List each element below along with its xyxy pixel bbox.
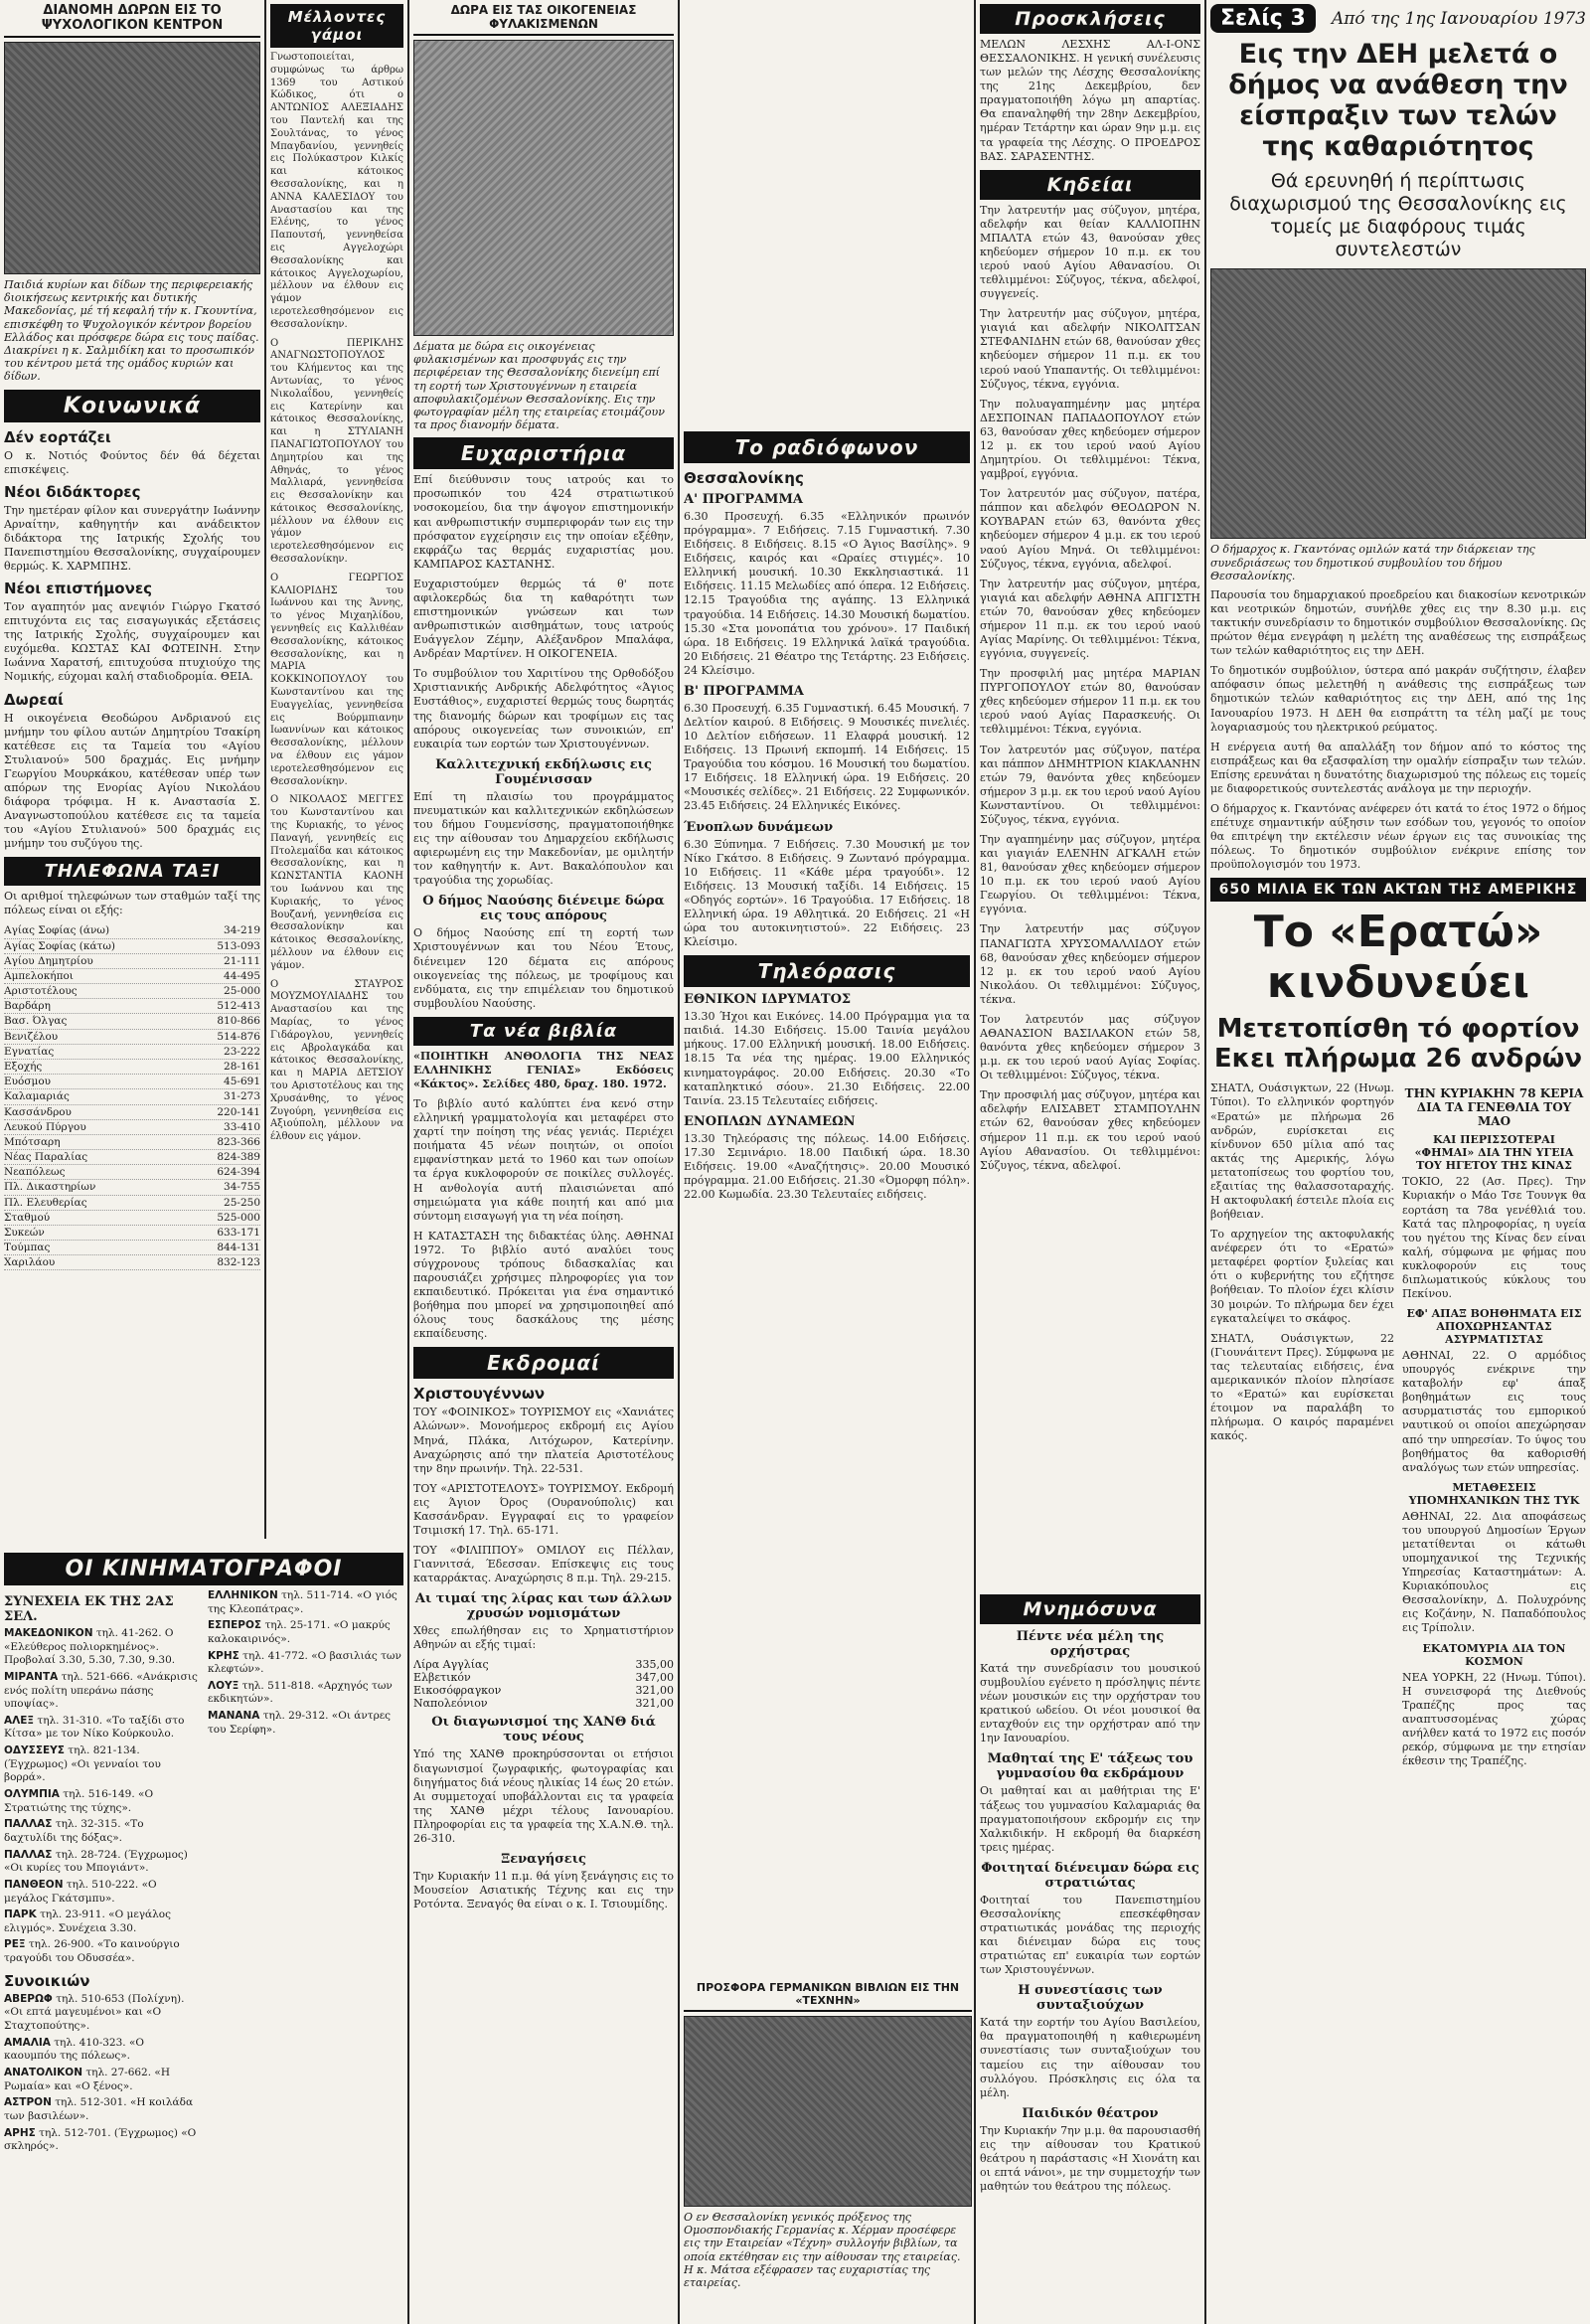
radio-armed-forces-heading: Ένοπλων δυνάμεων [684, 819, 834, 835]
radio-banner: Το ραδιόφωνον [684, 431, 970, 463]
cinema-listing: ΠΑΛΛΑΣ τηλ. 32-315. «Το δαχτυλίδι της δόξας». [4, 1818, 144, 1844]
wedding-notice: Ο ΣΤΑΥΡΟΣ ΜΟΥΖΜΟΥΛΙΑΔΗΣ του Αναστασίου και της Μαρίας, το γένος Γιδάρογλου, γεννηθείς εις Αβρολαγκάδα και κάτοικος Θεσσαλονίκης, και η ΜΑΡΙΑ ΔΕΤΣΙΟΥ του Αριστοτέλους και της Χρυσάνθης, το γένος Ζυγούρη, γεννηθείσα εις Αξιούπολη, μέλλουν να έλθουν εις γάμον. [270, 978, 403, 1143]
column-4 [684, 0, 970, 2324]
column-divider [678, 0, 680, 2324]
cinema-listing: ΚΡΗΣ τηλ. 41-772. «Ο βασιλιάς των κλεφτών». [208, 1649, 401, 1676]
taxi-phone-row: Χαριλάου 832-123 [4, 1255, 260, 1270]
erato-strap: 650 ΜΙΛΙΑ ΕΚ ΤΩΝ ΑΚΤΩΝ ΤΗΣ ΑΜΕΡΙΚΗΣ [1210, 878, 1586, 902]
taxi-phone-row: Βενιζέλου 514-876 [4, 1030, 260, 1045]
column-6 [1210, 0, 1586, 2324]
weddings-banner: Μέλλοντες γάμοι [270, 4, 403, 48]
taxi-phone-row: Αγίας Σοφίας (άνω) 34-219 [4, 923, 260, 938]
social-text-2: Την ημετέραν φίλον και συνεργάτην Ιωάννην Αρναίτην, καθηγητήν και ανάδεικτον διδάκτορα της Ιατρικής Σχολής του Πανεπιστημίου Θεσσαλονίκης, συγχαίρουμεν θερμώς. Κ. ΧΑΡΜΠΗΣ. [4, 503, 260, 573]
cinema-suburbs-heading: Συνοικιών [4, 1971, 90, 1990]
gold-prices-intro: Χθες επωλήθησαν εις το Χρηματιστήριον Αθηνών αι εξής τιμαί: [413, 1624, 674, 1652]
social-banner: Κοινωνικά [4, 390, 260, 422]
memorials-banner: Μνημόσυνα [980, 1594, 1200, 1624]
column-2 [270, 0, 403, 1539]
funerals-banner: Κηδείαι [980, 170, 1200, 200]
taxi-phone-row: Αγίου Δημητρίου 21-111 [4, 954, 260, 969]
tours-heading: Ξεναγήσεις [501, 1852, 586, 1868]
excursion-notice: ΤΟΥ «ΦΙΛΙΠΠΟΥ» ΟΜΙΛΟΥ εις Πέλλαν, Γιαννιτσά, Έδεσσαν. Επίσκεψις εις τους καταρράκτας. Αναχώρησις 8 π.μ. Τηλ. 29-215. [413, 1544, 674, 1585]
taxi-phone-row: Κασσάνδρου 220-141 [4, 1105, 260, 1120]
german-books-section [684, 1978, 972, 2324]
cinema-listing: ΑΣΤΡΟΝ τηλ. 512-301. «Η κοιλάδα των βασιλέων». [4, 2096, 194, 2122]
cinema-listing: ΟΛΥΜΠΙΑ τηλ. 516-149. «Ο Στρατιώτης της τύχης». [4, 1788, 154, 1814]
social-heading-4: Δωρεαί [4, 690, 64, 709]
erato-story-text: ΣΗΑΤΛ, Ουάσιγκτων, 22 (Γιουνάιτεντ Πρες). Σύμφωνα με τας τελευταίας ειδήσεις, ένα αμερικανικόν πλοίον πλησίασε το «Ερατώ» και ευρίσκεται έτοιμον να παραλάβη το πλήρωμα. Ο καιρός παραμένει κακός. [1210, 1331, 1394, 1443]
naoussa-heading: Ο δήμος Ναούσης διένειμε δώρα εις τους απόρους [422, 894, 665, 924]
thanks-text-3: Το συμβούλιον του Χαριτίνου της Ορθοδόξου Χριστιανικής Ανδρικής Αδελφότητος «Άγιος Ευστάθιος», ευχαριστεί θερμώς τους δωρητάς της διανομής δώρων και τροφίμων εις τας απόρους οικογενείας των συνοικιών, επ' ευκαιρία των εορτών των Χριστουγέννων. [413, 667, 674, 750]
orchestra-heading: Πέντε νέα μέλη της ορχήστρας [1016, 1629, 1165, 1659]
world-bank-heading: ΕΚΑΤΟΜΥΡΙΑ ΔΙΑ ΤΟΝ ΚΟΣΜΟΝ [1422, 1641, 1566, 1668]
thanks-text-2: Ευχαριστούμεν θερμώς τά θ' ποτε αφιλοκερδώς δια τη καθαρότητι των επιστημονικών γνώσεων και των ανθρωπιστικών αισθημάτων, τους ιατρούς Ευάγγελον Ζέμην, Αλέξανδρον Μπαλάφα, Ανδρέαν Μαρτίνεν. Η ΟΙΚΟΓΕΝΕΙΑ. [413, 577, 674, 661]
taxi-phone-row: Συκεών 633-171 [4, 1226, 260, 1241]
side-stories [1402, 1081, 1586, 1774]
cinema-listing: ΕΣΠΕΡΟΣ τηλ. 25-171. «Ο μακρύς καλοκαιρινός». [208, 1619, 391, 1645]
erato-story-text: Το αρχηγείον της ακτοφυλακής ανέφερεν ότι το «Ερατώ» μεταφέρει φορτίον ξυλείας και ότι ο κυβερνήτης του εζήτησε βοήθειαν. Το πλοίον έχει κλίσιν 30 μοιρών. Το πλήρωμα δεν έχει εγκαταλείψει το σκάφος. [1210, 1228, 1394, 1325]
cinema-section [4, 1549, 403, 2324]
column-divider [264, 0, 266, 1539]
cinema-listing: ΜΑΚΕΔΟΝΙΚΟΝ τηλ. 41-262. Ο «Ελεύθερος πολιορκημένος». Προβολαί 3.30, 5.30, 7.30, 9.30. [4, 1627, 176, 1667]
taxi-phone-list [4, 923, 260, 1270]
book-review-1: Το βιβλίο αυτό καλύπτει ένα κενό στην ελληνική γραμματολογία και μεταφέρει στο χαρτί την ποίηση της νέας γενιάς. Περιέχει ποιήματα 45 νέων ποιητών, οι οποίοι εμφανίστηκαν μετά το 1960 και των οποίων τα έργα κυκλοφορούν σε ποικίλες συλλογές. Η ανθολογία αυτή πλαισιώνεται από σημειώματα για κάθε ποιητή και από μια σύντομη εισαγωγή για τη νέα ποίηση. [413, 1097, 674, 1223]
mao-health-heading: ΚΑΙ ΠΕΡΙΣΣΟΤΕΡΑΙ «ΦΗΜΑΙ» ΔΙΑ ΤΗΝ ΥΓΕΙΑ ΤΟΥ ΗΓΕΤΟΥ ΤΗΣ ΚΙΝΑΣ [1414, 1133, 1574, 1173]
social-text-3: Τον αγαπητόν μας ανεψιόν Γιώργο Γκατσό επιτυχόντα εις τας εισαγωγικάς εξετάσεις της Ιατρικής Σχολής, συγχαίρουμεν και ευχόμεθα. ΚΩΣΤΑΣ ΚΑΙ ΦΩΤΕΙΝΗ. Στην Ιωάννα Χαρατσή, επιτυχούσα πτυχιούχο της Νομικής, εύχομαι καλή σταδιοδρομία. ΘΕΙΑ. [4, 600, 260, 684]
tv-eid-heading: ΕΘΝΙΚΟΝ ΙΔΡΥΜΑΤΟΣ [684, 992, 852, 1008]
soldiers-heading: Φοιτηταί διένειμαν δώρα εις στρατιώτας [981, 1860, 1199, 1891]
social-text-4: Η οικογένεια Θεοδώρου Ανδριανού εις μνήμην του φίλου αυτών Δημητρίου Τσακίρη κατέθεσε εις τα Ταμεία του «Αγίου Στυλιανού» 500 δραχμάς. Εις μνήμην Γεωργίου Μουρκάκου, κατέθεσαν υπέρ των απόρων της Ενορίας Αγίου Νικολάου διάφορα τρόφιμα. Η κ. Αναστασία Σ. Αναγνωστοπούλου κατέθεσε εις τα ταμεία του «Αγίου Στυλιανού» 500 δραχμάς εις μνήμην του συζύγου της. [4, 711, 260, 851]
column-divider [1204, 0, 1206, 2324]
gift-distribution-header: ΔΙΑΝΟΜΗ ΔΩΡΩΝ ΕΙΣ ΤΟ ΨΥΧΟΛΟΓΙΚΟΝ ΚΕΝΤΡΟΝ [4, 0, 260, 38]
taxi-phone-row: Μπότσαρη 823-366 [4, 1135, 260, 1150]
funeral-notice: Τον λατρευτόν μας σύζυγον ΑΘΑΝΑΣΙΟΝ ΒΑΣΙΛΑΚΟΝ ετών 58, θανόντα χθες κηδεύομεν σήμερον 3 μ.μ. εκ του ιερού ναού Αγίας Σοφίας. Οι τεθλιμμένοι: Σύζυγος, τέκνα. [980, 1012, 1200, 1082]
column-3 [413, 0, 674, 2324]
taxi-phone-row: Καλαμαριάς 31-273 [4, 1089, 260, 1104]
world-bank-text: ΝΕΑ ΥΟΡΚΗ, 22 (Ηνωμ. Τύποι). Η συνεισφορά της Διεθνούς Τραπέζης προς τας αναπτυσσομένας χώρας ανήλθεν κατά το 1972 εις ποσόν ρεκόρ, σύμφωνα με την ετησίαν έκθεσιν της Τραπέζης. [1402, 1670, 1586, 1767]
gold-price-row: Λίρα Αγγλίας 335,00 [413, 1658, 674, 1672]
social-heading-3: Νέοι επιστήμονες [4, 580, 153, 598]
cinema-listing: ΜΙΡΑΝΤΑ τηλ. 521-666. «Ανάκρισις ενός πολίτη υπεράνω πάσης υποψίας». [4, 1670, 198, 1711]
students-heading: Μαθηταί της Ε' τάξεως του γυμνασίου θα εκδράμουν [987, 1751, 1193, 1782]
cinema-listing: ΑΛΕΞ τηλ. 31-310. «Το ταξίδι στο Κίτσα» με τον Νίκο Κούρκουλο. [4, 1714, 185, 1741]
engineers-heading: ΜΕΤΑΘΕΣΕΙΣ ΥΠΟΜΗΧΑΝΙΚΩΝ ΤΗΣ ΤΥΚ [1408, 1480, 1580, 1507]
taxi-phone-row: Αμπελοκήποι 44-495 [4, 969, 260, 984]
funeral-notice: Την προσφιλή μας σύζυγον, μητέρα και αδελφήν ΕΛΙΣΑΒΕΤ ΣΤΑΜΠΟΥΛΗΝ ετών 62, θανούσαν χθες κηδεύομεν σήμερον 11 π.μ. εκ του ιερού ναού Αγίου Αθανασίου. Οι τεθλιμμένοι: Σύζυγος, τέκνα, αδελφοί. [980, 1088, 1200, 1172]
dateline: Από της 1ης Ιανουαρίου 1973 [1331, 8, 1586, 29]
xanth-heading: Οι διαγωνισμοί της ΧΑΝΘ διά τους νέους [431, 1715, 656, 1745]
book-review-2: Η ΚΑΤΑΣΤΑΣΗ της διδακτέας ύλης. ΑΘΗΝΑΙ 1972. Το βιβλίο αυτό αναλύει τους σύγχρονους τρόπους διδασκαλίας και παρουσιάζει χρήσιμες πληροφορίες για τον εκπαιδευτικό. Πρόκειται για ένα σημαντικό βοήθημα που μπορεί να χρησιμοποιηθεί από όλους τους δασκάλους της μέσης εκπαίδευσης. [413, 1229, 674, 1341]
funeral-notice: Την προσφιλή μας μητέρα ΜΑΡΙΑΝ ΠΥΡΓΟΠΟΥΛΟΥ ετών 80, θανούσαν χθες κηδεύομεν σήμερον 11 π.μ. εκ του ιερού ναού Αγίας Παρασκευής. Οι τεθλιμμένοι: Τέκνα, εγγόνια. [980, 667, 1200, 737]
radio-operators-text: ΑΘΗΝΑΙ, 22. Ο αρμόδιος υπουργός ενέκρινε την καταβολήν εφ' άπαξ βοηθημάτων εις τους ασυρματιστάς του εμπορικού ναυτικού οι οποίοι απεχώρησαν από την υπηρεσίαν. Το ύψος του βοηθήματος θα καθορισθή αναλόγως των ετών υπηρεσίας. [1402, 1349, 1586, 1474]
column-divider [974, 0, 976, 2324]
wedding-notice: Γνωστοποιείται, συμφώνως τω άρθρω 1369 του Αστικού Κώδικος, ότι ο ΑΝΤΩΝΙΟΣ ΑΛΕΞΙΑΔΗΣ του Παντελή και της Σουλτάνας, το γένος Μπαγδανίου, γεννηθείς εις Πολύκαστρον Κιλκίς και κάτοικος Θεσσαλονίκης, και η ΑΝΝΑ ΚΑΛΕΣΙΔΟΥ του Αναστασίου και της Ελένης, το γένος Παπουτσή, γεννηθείσα εις Αγγελοχώρι Θεσσαλονίκης και κάτοικος Αγγελοχωρίου, μέλλουν να έλθουν εις γάμον ιεροτελεσθησόμενον εις Θεσσαλονίκην. [270, 52, 403, 330]
social-heading-1: Δέν εορτάζει [4, 427, 111, 446]
radio-program-b-heading: Β' ΠΡΟΓΡΑΜΜΑ [684, 683, 804, 699]
cinema-listing: ΠΑΛΛΑΣ τηλ. 28-724. (Έγχρωμος) «Οι κυρίες του Μπογιάντ». [4, 1848, 188, 1875]
funeral-notice: Την λατρευτήν μας σύζυγον, μητέρα, γιαγιά και αδελφήν ΑΘΗΝΑ ΑΠΓΙΣΤΗ ετών 70, θανούσαν χθες κηδεύομεν σήμερον 11 π.μ. εκ του ιερού ναού Αγίας Μαρίνης. Οι τεθλιμμένοι: Τέκνα, εγγόνια, συγγενείς. [980, 577, 1200, 661]
council-meeting-photo [1210, 268, 1586, 539]
taxi-phone-row: Νεαπόλεως 624-394 [4, 1165, 260, 1180]
tv-armed-forces-heading: ΕΝΟΠΛΩΝ ΔΥΝΑΜΕΩΝ [684, 1113, 856, 1129]
children-theatre-text: Την Κυριακήν 7ην μ.μ. θα παρουσιασθή εις την αίθουσαν του Κρατικού θεάτρου η παράστασις «Η Χιονάτη και οι επτά νάνοι», με την συμμετοχήν των μαθητών του θεάτρου της πόλεως. [980, 2123, 1200, 2194]
gift-distribution-photo [4, 42, 260, 274]
erato-deck: Μετετοπίσθη τό φορτίον Εκει πλήρωμα 26 ανδρών [1213, 1013, 1583, 1074]
radio-operators-heading: ΕΦ' ΑΠΑΞ ΒΟΗΘΗΜΑΤΑ ΕΙΣ ΑΠΟΧΩΡΗΣΑΝΤΑΣ ΑΣΥΡΜΑΤΙΣΤΑΣ [1406, 1307, 1582, 1347]
erato-headline: Το «Ερατώ» κινδυνεύει [1253, 907, 1543, 1009]
naoussa-text: Ο δήμος Ναούσης επί τη εορτή των Χριστουγέννων και του Νέου Έτους, διένειμεν 120 δέματα εις απόρους οικογενείας της πόλεως, με τροφίμους και ενδύματα, εις την επιμέλειαν του δημοτικού συμβουλίου Ναούσης. [413, 926, 674, 1010]
memorials-section [980, 1590, 1200, 2324]
xanth-text: Υπό της ΧΑΝΘ προκηρύσσονται οι ετήσιοι διαγωνισμοί ζωγραφικής, φωτογραφίας και διηγήματος διά νέους ηλικίας 14 έως 20 ετών. Αι συμμετοχαί υποβάλλονται εις τα γραφεία της ΧΑΝΘ μέχρι τέλους Ιανουαρίου. Πληροφορίαι εις τα γραφεία της Χ.Α.Ν.Θ. τηλ. 26-310. [413, 1747, 674, 1845]
taxi-phone-row: Αγίας Σοφίας (κάτω) 513-093 [4, 939, 260, 954]
excursions-banner: Εκδρομαί [413, 1347, 674, 1379]
gold-prices-heading: Αι τιμαί της λίρας και των άλλων χρυσών νομισμάτων [414, 1591, 673, 1622]
tv-banner: Τηλεόρασις [684, 955, 970, 987]
cinema-listing: ΡΕΞ τηλ. 26-900. «Το καινούργιο τραγούδι του Οδυσσέα». [4, 1938, 180, 1965]
taxi-phone-row: Τούμπας 844-131 [4, 1241, 260, 1255]
prisoner-families-header: ΔΩΡΑ ΕΙΣ ΤΑΣ ΟΙΚΟΓΕΝΕΙΑΣ ΦΥΛΑΚΙΣΜΕΝΩΝ [413, 0, 674, 36]
main-deck: Θά ερευνηθή ή περίπτωσις διαχωρισμού της Θεσσαλονίκης εις τομείς με διαφόρους τιμάς συντελεστών [1229, 170, 1567, 260]
soldiers-text: Φοιτηταί του Πανεπιστημίου Θεσσαλονίκης επεσκέφθησαν στρατιωτικάς μονάδας της περιοχής και διένειμαν δώρα εις τους στρατιώτας επ' ευκαιρία των εορτών των Χριστουγέννων. [980, 1893, 1200, 1977]
wedding-notice: Ο ΓΕΩΡΓΙΟΣ ΚΑΛΙΟΡΙΔΗΣ του Ιωάννου και της Άννης, το γένος Μιχαηλίδου, γεννηθείς εις Καλλιθέαν Θεσσαλονίκης, κάτοικος Θεσσαλονίκης, και η ΜΑΡΙΑ ΚΟΚΚΙΝΟΠΟΥΛΟΥ του Κωνσταντίνου και της Ευαγγελίας, γεννηθείσα εις Βούρμπιανην Ιωαννίνων και κάτοικος Θεσσαλονίκης, μέλλουν να έλθουν εις γάμον ιεροτελεσθησόμενον εις Θεσσαλονίκην. [270, 572, 403, 787]
taxi-phone-row: Ευόσμου 45-691 [4, 1075, 260, 1089]
funeral-notice: Την λατρευτήν μας σύζυγον, μητέρα, αδελφήν και θείαν ΚΑΛΛΙΟΠΗΝ ΜΠΑΛΤΑ ετών 43, θανούσαν χθες κηδεύομεν σήμερον 10 π.μ. εκ του ιερού ναού Αγίου Αθανασίου. Οι τεθλιμμένοι: Σύζυγος, τέκνα, αδελφοί, συγγενείς. [980, 203, 1200, 301]
german-books-header: ΠΡΟΣΦΟΡΑ ΓΕΡΜΑΝΙΚΩΝ ΒΙΒΛΙΩΝ ΕΙΣ ΤΗΝ «ΤΕΧΝΗΝ» [684, 1978, 972, 2012]
cinema-continued-label: ΣΥΝΕΧΕΙΑ ΕΚ ΤΗΣ 2ΑΣ ΣΕΛ. [4, 1594, 174, 1624]
prisoner-families-photo [413, 40, 674, 336]
excursions-heading: Χριστουγέννων [413, 1385, 546, 1404]
cinema-list-suburbs [208, 1589, 403, 2157]
taxi-phone-row: Πλ. Ελευθερίας 25-250 [4, 1196, 260, 1211]
social-heading-2: Νέοι διδάκτορες [4, 482, 141, 501]
excursion-notice: ΤΟΥ «ΦΟΙΝΙΚΟΣ» ΤΟΥΡΙΣΜΟΥ εις «Χανιάτες Αλώνων». Μονοήμερος εκδρομή εις Αγίου Μηνά, Πλάκα, Λιτόχωρον, Κατερίνην. Αναχώρησις από την πλατεία Αριστοτέλους την 8ην πρωινήν. Τηλ. 22-531. [413, 1406, 674, 1475]
taxi-phone-row: Βαρδάρη 512-413 [4, 999, 260, 1014]
wedding-notice: Ο ΠΕΡΙΚΛΗΣ ΑΝΑΓΝΩΣΤΟΠΟΥΛΟΣ του Κλήμεντος και της Αντωνίας, το γένος Νικολαΐδου, γεννηθείς εις Κατερίνην και κάτοικος Θεσσαλονίκης, και η ΣΤΥΛΙΑΝΗ ΠΑΝΑΓΙΩΤΟΠΟΥΛΟΥ του Δημητρίου και της Αθηνάς, το γένος Μαλλιαρά, γεννηθείσα εις Θεσσαλονίκην και κάτοικος Θεσσαλονίκης, μέλλουν να έλθουν εις γάμον ιεροτελεσθησόμενον εις Θεσσαλονίκην. [270, 337, 403, 566]
cinema-listing: ΑΜΑΛΙΑ τηλ. 410-323. «Ο καουμπόυ της πόλεως». [4, 2036, 144, 2063]
funeral-notice: Τον λατρευτόν μας σύζυγον, πατέρα, πάππον και αδελφόν ΘΕΟΔΩΡΟΝ Ν. ΚΟΥΒΑΡΑΝ ετών 63, θανόντα χθες κηδεύομεν σήμερον 4 μ.μ. εκ του ιερού ναού Αγίου Μηνά. Οι τεθλιμμένοι: Σύζυγος, τέκνα, εγγόνια, αδελφοί. [980, 487, 1200, 571]
social-text-1: Ο κ. Νοτιός Φούντος δέν θά δέχεται επισκέψεις. [4, 448, 260, 476]
taxi-phone-row: Σταθμού 525-000 [4, 1211, 260, 1226]
main-story-text: Η ενέργεια αυτή θα απαλλάξη τον δήμον από το κόστος της εισπράξεως και θα εξασφαλίση την ομαλήν είσπραξιν των τελών. Επίσης ερευνάται η δυνατότης διαχωρισμού της πόλεως εις τομείς με διαφορετικούς συντελεστάς ανάλογα με την περιοχήν. [1210, 740, 1586, 795]
main-story-text: Το δημοτικόν συμβούλιον, ύστερα από μακράν συζήτησιν, έλαβεν απόφασιν όπως μελετηθή η ανάθεσις της εισπράξεως των δημοτικών τελών καθαριότητος εις την ΔΕΗ, από της 1ης Ιανουαρίου 1973. Η ΔΕΗ θα εισπράττη τα τέλη μαζί με τους λογαριασμούς του ηλεκτρικού ρεύματος. [1210, 664, 1586, 734]
funeral-notice: Την αγαπημένην μας σύζυγον, μητέρα και γιαγιάν ΕΛΕΝΗΝ ΑΓΚΑΛΗ ετών 81, θανούσαν χθες κηδεύομεν σήμερον 10 π.μ. εκ του ιερού ναού Αγίου Γεωργίου. Οι τεθλιμμένοι: Τέκνα, εγγόνια. [980, 832, 1200, 916]
german-books-caption: Ο εν Θεσσαλονίκη γενικός πρόξενος της Ομοσπονδιακής Γερμανίας κ. Χέρμαν προσέφερε εις την Εταιρείαν «Τέχνη» συλλογήν βιβλίων, τα οποία εκτέθησαν εις την αίθουσαν της εταιρείας. Η κ. Μάτσα εξέφρασεν τας ευχαριστίας της εταιρείας. [684, 2211, 961, 2289]
cinema-list-center [4, 1589, 200, 2157]
taxi-phone-row: Λευκού Πύργου 33-410 [4, 1120, 260, 1135]
main-story-text: Ο δήμαρχος κ. Γκαντόνας ανέφερεν ότι κατά το έτος 1972 ο δήμος επέτυχε σημαντικήν αύξησιν των εσόδων του, γεγονός το οποίον θα επιτρέψη την εκτέλεσιν νέων έργων εις τας συνοικίας της πόλεως. Το δημοτικόν συμβούλιον ενέκρινε επίσης τον προϋπολογισμόν του 1973. [1210, 802, 1586, 872]
tv-armed-forces-schedule: 13.30 Τηλεόρασις της πόλεως. 14.00 Ειδήσεις. 17.30 Σεμινάριο. 18.00 Παιδική ώρα. 18.30 Ειδήσεις. 19.00 «Αναζήτησις». 20.00 Μουσικό πρόγραμμα. 21.00 Ειδήσεις. 21.30 «Όμορφη πόλη». 22.00 Κωμωδία. 23.30 Τελευταίες ειδήσεις. [684, 1131, 970, 1202]
engineers-text: ΑΘΗΝΑΙ, 22. Δια αποφάσεως του υπουργού Δημοσίων Έργων μετατίθενται οι κάτωθι υπομηχανικοί της Τεχνικής Υπηρεσίας Καταστημάτων: Α. Κυριακόπουλος εις Θεσσαλονίκην, Δ. Πολυχρόνης εις Κοζάνην, Ν. Παπαδόπουλος εις Τρίπολιν. [1402, 1509, 1586, 1635]
cinema-listing: ΟΔΥΣΣΕΥΣ τηλ. 821-134. (Έγχρωμος) «Οι γενναίοι του βορρά». [4, 1744, 161, 1784]
taxi-phone-row: Βασ. Όλγας 810-866 [4, 1014, 260, 1029]
excursion-notice: ΤΟΥ «ΑΡΙΣΤΟΤΕΛΟΥΣ» ΤΟΥΡΙΣΜΟΥ. Εκδρομή εις Άγιον Όρος (Ουρανούπολις) και Κασσάνδραν. Εγγραφαί εις το γραφείον Τσιμισκή 17. Τηλ. 65-171. [413, 1481, 674, 1537]
taxi-phones-banner: ΤΗΛΕΦΩΝΑ ΤΑΞΙ [4, 857, 260, 886]
book-title: «ΠΟΙΗΤΙΚΗ ΑΝΘΟΛΟΓΙΑ ΤΗΣ ΝΕΑΣ ΕΛΛΗΝΙΚΗΣ ΓΕΝΙΑΣ» Εκδόσεις «Κάκτος». Σελίδες 480, δραχ. 180. 1972. [413, 1049, 674, 1090]
thanks-banner: Ευχαριστήρια [413, 437, 674, 469]
goumenissa-text: Επί τη πλαισίω του προγράμματος πνευματικών και καλλιτεχνικών εκδηλώσεων του δήμου Γουμενίσσης, πραγματοποιήθηκε εις την αίθουσαν του Δημαρχείου εκδήλωσις αφιερωμένη εις την Μακεδονίαν, με ομιλητήν τον καθηγητήν κ. Αντ. Βακαλόπουλον και τραγούδια της χορωδίας. [413, 789, 674, 888]
tv-eid-schedule: 13.30 Ήχοι και Εικόνες. 14.00 Πρόγραμμα για τα παιδιά. 14.30 Ειδήσεις. 15.00 Ταινία μεγάλου μήκους. 17.00 Ελληνική μουσική. 18.00 Ειδήσεις. 18.15 Τα νέα της ημέρας. 19.00 Ελληνικός κινηματογράφος. 20.00 Ειδήσεις. 20.30 «Το καταπληκτικό σόου». 21.30 Ειδήσεις. 22.00 Ταινία. 23.15 Τελευταίες ειδήσεις. [684, 1010, 970, 1107]
orchestra-text: Κατά την συνεδρίασιν του μουσικού συμβουλίου εγένετο η πρόσληψις πέντε νέων μουσικών εις την ορχήστραν του κρατικού ωδείου. Οι νέοι μουσικοί θα ενταχθούν εις την ορχήστραν από την 1ην Ιανουαρίου. [980, 1662, 1200, 1745]
german-books-photo [684, 2016, 972, 2207]
cinema-banner: ΟΙ ΚΙΝΗΜΑΤΟΓΡΑΦΟΙ [4, 1553, 403, 1585]
prisoner-families-caption: Δέματα με δώρα εις οικογένειας φυλακισμένων και προσφυγάς εις την περιφέρειαν της Θεσσαλονίκης διενείμη επί τη εορτή των Χριστουγέννων η εταιρεία αποφυλακιζομένων Θεσσαλονίκης. Εις την φωτογραφίαν μέλη της εταιρείας ετοιμάζουν τα προς διανομήν δέματα. [413, 340, 665, 432]
thanks-text-1: Επί διεύθυνσιν τους ιατρούς και το προσωπικόν του 424 στρατιωτικού νοσοκομείου, δια την άψογον επιστημονικήν και ανθρωπιστικήν συμπεριφοράν των εις την πρόσφατον εγχείρησιν εις την οποίαν εξέθην, εκφράζω τας θερμάς ευχαριστίας μου. ΚΑΜΠΑΡΟΣ ΚΑΣΤΑΝΗΣ. [413, 473, 674, 571]
radio-program-b: 6.30 Προσευχή. 6.35 Γυμναστική. 6.45 Μουσική. 7 Δελτίον καιρού. 8 Ειδήσεις. 9 Μουσικές πινελιές. 10 Δελτίον ειδήσεων. 11 Ελαφρά μουσική. 12 Ειδήσεις. 13 Πρωινή εκπομπή. 14 Ειδήσεις. 15 Τραγούδια του κόσμου. 16 Μουσική του δωματίου. 17 Ειδήσεις. 18 Ελληνική ώρα. 19 Ειδήσεις. 20 «Μουσικές σελίδες». 21 Ειδήσεις. 22 Συμφωνικόν. 23.45 Ειδήσεις. 24 Ελληνικές Εικόνες. [684, 701, 970, 813]
cinema-listing: ΠΑΡΚ τηλ. 23-911. «Ο μεγάλος ελιγμός». Συνέχεια 3.30. [4, 1909, 172, 1934]
page-number-label: Σελίς 3 [1210, 4, 1316, 33]
taxi-phone-row: Αριστοτέλους 25-000 [4, 984, 260, 999]
erato-story-text: ΣΗΑΤΛ, Ουάσιγκτων, 22 (Ηνωμ. Τύποι). Το ελληνικόν φορτηγόν «Ερατώ» με πλήρωμα 26 ανδρών, ευρίσκεται εις κίνδυνον 650 μίλια από τας ακτάς της Αμερικής, λόγω μετατοπίσεως του φορτίου του, εξαιτίας της θαλασσοταραχής. Η ακτοφυλακή έστειλε πλοία εις βοήθειαν. [1210, 1081, 1394, 1222]
pensioners-heading: Η συνεστίασις των συνταξιούχων [1018, 1983, 1163, 2014]
children-theatre-heading: Παιδικόν θέατρον [1022, 2105, 1159, 2121]
cinema-listing: ΠΑΝΘΕΟΝ τηλ. 510-222. «Ο μεγάλος Γκάτσμπυ». [4, 1878, 157, 1905]
students-text: Οι μαθηταί και αι μαθήτριαι της Ε' τάξεως του γυμνασίου Καλαμαριάς θα πραγματοποιήσουν εκδρομήν εις την Χαλκιδικήν. Η εκδρομή θα διαρκέση τρεις ημέρας. [980, 1784, 1200, 1854]
funeral-notice: Την πολυαγαπημένην μας μητέρα ΔΕΣΠΟΙΝΑΝ ΠΑΠΑΔΟΠΟΥΛΟΥ ετών 63, θανούσαν χθες κηδεύομεν σήμερον 12 μ. εκ του ιερού ναού Αγίου Δημητρίου. Οι τεθλιμμένοι: Τέκνα, γαμβροί, εγγόνια. [980, 397, 1200, 481]
radio-program-a-heading: Α' ΠΡΟΓΡΑΜΜΑ [684, 492, 803, 507]
taxi-phone-row: Νέας Παραλίας 824-389 [4, 1150, 260, 1165]
wedding-notice: Ο ΝΙΚΟΛΑΟΣ ΜΕΓΓΕΣ του Κωνσταντίνου και της Κυριακής, το γένος Παναγή, γεννηθείς εις Πτολεμαΐδα και κάτοικος Θεσσαλονίκης, και η ΚΩΝΣΤΑΝΤΙΑ ΚΑΟΝΗ του Ιωάννου και της Κυριακής, το γένος Βουζανή, γεννηθείσα εις Θεσσαλονίκην και κάτοικος Θεσσαλονίκης, μέλλουν να έλθουν εις γάμον. [270, 794, 403, 971]
new-books-banner: Τα νέα βιβλία [413, 1017, 674, 1046]
radio-program-a: 6.30 Προσευχή. 6.35 «Ελληνικόν πρωινόν πρόγραμμα». 7 Ειδήσεις. 7.15 Γυμναστική. 7.30 Ειδήσεις. 8 Ειδήσεις. 8.15 «Ο Άγιος Βασίλης». 9 Ειδήσεις, καιρός και «Ωραίες στιγμές». 10 Ελληνική μουσική. 10.30 Εκκλησιαστικά. 11 Ειδήσεις. 11.15 Μελωδίες από όπερα. 12 Ειδήσεις. 12.15 Τραγούδια της αγάπης. 13 Ελληνικά τραγούδια. 14 Ειδήσεις. 14.30 Μουσική δωματίου. 15.30 «Στα μονοπάτια του χρόνου». 17 Παιδική ώρα. 18 Ειδήσεις. 19 Ελληνικά λαϊκά τραγούδια. 20 Ειδήσεις. 21 Θέατρο της Τετάρτης. 23 Ειδήσεις. 24 Κλείσιμο. [684, 510, 970, 677]
pensioners-text: Κατά την εορτήν του Αγίου Βασιλείου, θα πραγματοποιηθή η καθιερωμένη συνεστίασις των συνταξιούχων του ταμείου εις την αίθουσαν του συλλόγου. Πρόσκλησις εις όλα τα μέλη. [980, 2016, 1200, 2099]
mao-birthday-heading: ΤΗΝ ΚΥΡΙΑΚΗΝ 78 ΚΕΡΙΑ ΔΙΑ ΤΑ ΓΕΝΕΘΛΙΑ ΤΟΥ ΜΑΟ [1404, 1086, 1584, 1129]
tours-text: Την Κυριακήν 11 π.μ. θά γίνη ξενάγησις εις το Μουσείον Ασιατικής Τέχνης και εις την Ροτόντα. Ξεναγός θα είναι ο κ. Ι. Τσιουμίδης. [413, 1870, 674, 1911]
main-headline: Εις την ΔΕΗ μελετά ο δήμος να ανάθεση την είσπραξιν των τελών της καθαριότητος [1228, 39, 1568, 163]
mao-story-text: ΤΟΚΙΟ, 22 (Ασ. Πρες). Την Κυριακήν ο Μάο Τσε Τουνγκ θα εορτάση τα 78α γενέθλιά του. Κατά τας πληροφορίας, η υγεία του ηγέτου της Κίνας δεν είναι καλή, σύμφωνα με φήμας που κυκλοφορούν εις τους διπλωματικούς κύκλους του Πεκίνου. [1402, 1175, 1586, 1301]
gift-distribution-caption: Παιδιά κυρίων και δίδων της περιφερειακής διοικήσεως κεντρικής και δυτικής Μακεδονίας, μέ τή κεφαλή τήν κ. Γκουντίνα, επισκέφθη το Ψυχολογικόν κέντρον βορείου Ελλάδος και πρόσφερε δώρα εις τους παίδας. Διακρίνει η κ. Σαλμιδίκη και το προσωπικόν του κέντρου μετά της ομάδος κυριών και δίδων. [4, 278, 259, 384]
main-story-text: Παρουσία του δημαρχιακού προεδρείου και διακοσίων κενοτρικών και νεοτρικών δημοτών, συνήλθε χθες εις την 8.30 μ.μ. εις τακτικήν συνεδρίασιν το δημοτικόν συμβούλιον Θεσσαλονίκης. Ως πρώτον θέμα ενεγράφη η μελέτη της αναθέσεως της εισπράξεως των τελών καθαριότητος εις την ΔΕΗ. [1210, 587, 1586, 658]
column-4-top-spacer [684, 0, 970, 427]
gold-price-row: Ναπολεόνιον 321,00 [413, 1697, 674, 1711]
gold-price-row: Εικοσόφραγκον 321,00 [413, 1684, 674, 1698]
taxi-phone-row: Εγνατίας 23-222 [4, 1045, 260, 1060]
radio-armed-forces: 6.30 Ξύπνημα. 7 Ειδήσεις. 7.30 Μουσική με τον Νίκο Γκάτσο. 8 Ειδήσεις. 9 Ζωντανό πρόγραμμα. 10 Ειδήσεις. 11 «Κάθε μέρα τραγούδι». 12 Ειδήσεις. 13 Μουσική ταξίδι. 14 Ειδήσεις. 15 «Οδηγός εορτών». 16 Τραγούδια. 17 Ειδήσεις. 18 Ελληνική ώρα. 19 Αθλητικά. 20 Ειδήσεις. 21 «Η ώρα του αυτοκινητιστού». 22 Ειδήσεις. 23 Κλείσιμο. [684, 837, 970, 949]
cinema-listing: ΕΛΛΗΝΙΚΟΝ τηλ. 511-714. «Ο γιός της Κλεοπάτρας». [208, 1589, 398, 1615]
funeral-notice: Τον λατρευτόν μας σύζυγον, πατέρα και πάππον ΔΗΜΗΤΡΙΟΝ ΚΙΑΚΛΑΝΗΝ ετών 79, θανόντα χθες κηδεύομεν σήμερον 3 μ.μ. εκ του ιερού ναού Αγίου Κωνσταντίνου. Οι τεθλιμμένοι: Σύζυγος, τέκνα, εγγόνια. [980, 743, 1200, 826]
radio-city: Θεσσαλονίκης [684, 469, 804, 487]
cinema-listing: ΑΡΗΣ τηλ. 512-701. (Έγχρωμος) «Ο σκληρός». [4, 2126, 197, 2153]
taxi-phone-row: Εξοχής 28-161 [4, 1060, 260, 1075]
cinema-listing: ΛΟΥΞ τηλ. 511-818. «Αρχηγός των εκδικητών». [208, 1679, 393, 1706]
taxi-phone-row: Πλ. Δικαστηρίων 34-755 [4, 1180, 260, 1195]
cinema-listing: ΑΒΕΡΩΦ τηλ. 510-653 (Πολίχνη). «Οι επτά μαγευμένοι» και «Ο Σταχτοπούτης». [4, 1992, 185, 2033]
cinema-listing: ΜΑΝΑΝΑ τηλ. 29-312. «Οι άντρες του Σερίφη». [208, 1710, 392, 1736]
taxi-phones-intro: Οι αριθμοί τηλεφώνων των σταθμών ταξί της πόλεως είναι οι εξής: [4, 890, 260, 917]
goumenissa-heading: Καλλιτεχνική εκδήλωσις εις Γουμένισσαν [435, 756, 652, 787]
cinema-listing: ΑΝΑΤΟΛΙΚΟΝ τηλ. 27-662. «Η Ρωμαία» και «Ο ξένος». [4, 2066, 170, 2092]
invitation-notice: ΜΕΛΩΝ ΛΕΣΧΗΣ ΑΛ-Ι-ΟΝΣ ΘΕΣΣΑΛΟΝΙΚΗΣ. Η γενική συνέλευσις των μελών της Λέσχης Θεσσαλονίκης της 21ης Δεκεμβρίου, δεν πραγματοποιήθη λόγω μη απαρτίας. Θα επαναληφθή την 28ην Δεκεμβρίου, ημέραν Τετάρτην και ώραν 9ην μ.μ. εις τα γραφεία της Λέσχης. Ο ΠΡΟΕΔΡΟΣ ΒΑΣ. ΣΑΡΑΣΕΝΤΗΣ. [980, 38, 1200, 163]
funeral-notice: Την λατρευτήν μας σύζυγον, μητέρα, γιαγιά και αδελφήν ΝΙΚΟΛΙΤΣΑΝ ΣΤΕΦΑΝΙΔΗΝ ετών 68, θανούσαν χθες κηδεύομεν σήμερον 11 π.μ. εκ του ιερού ναού Υπαπαντής. Οι τεθλιμμένοι: Σύζυγος, τέκνα, εγγόνια. [980, 307, 1200, 391]
gold-price-row: Ελβετικόν 347,00 [413, 1671, 674, 1685]
funeral-notice: Την λατρευτήν μας σύζυγον ΠΑΝΑΓΙΩΤΑ ΧΡΥΣΟΜΑΛΛΙΔΟΥ ετών 68, θανούσαν χθες κηδεύομεν σήμερον 12 μ. εκ του ιερού ναού Αγίου Νικολάου. Οι τεθλιμμένοι: Σύζυγος, τέκνα. [980, 922, 1200, 1006]
council-meeting-caption: Ο δήμαρχος κ. Γκαντόνας ομιλών κατά την διάρκειαν της συνεδριάσεως του δημοτικού συμβουλίου του δήμου Θεσσαλονίκης. [1210, 543, 1535, 582]
invitations-banner: Προσκλήσεις [980, 4, 1200, 34]
column-divider [407, 0, 409, 2324]
erato-story [1210, 1081, 1394, 1774]
